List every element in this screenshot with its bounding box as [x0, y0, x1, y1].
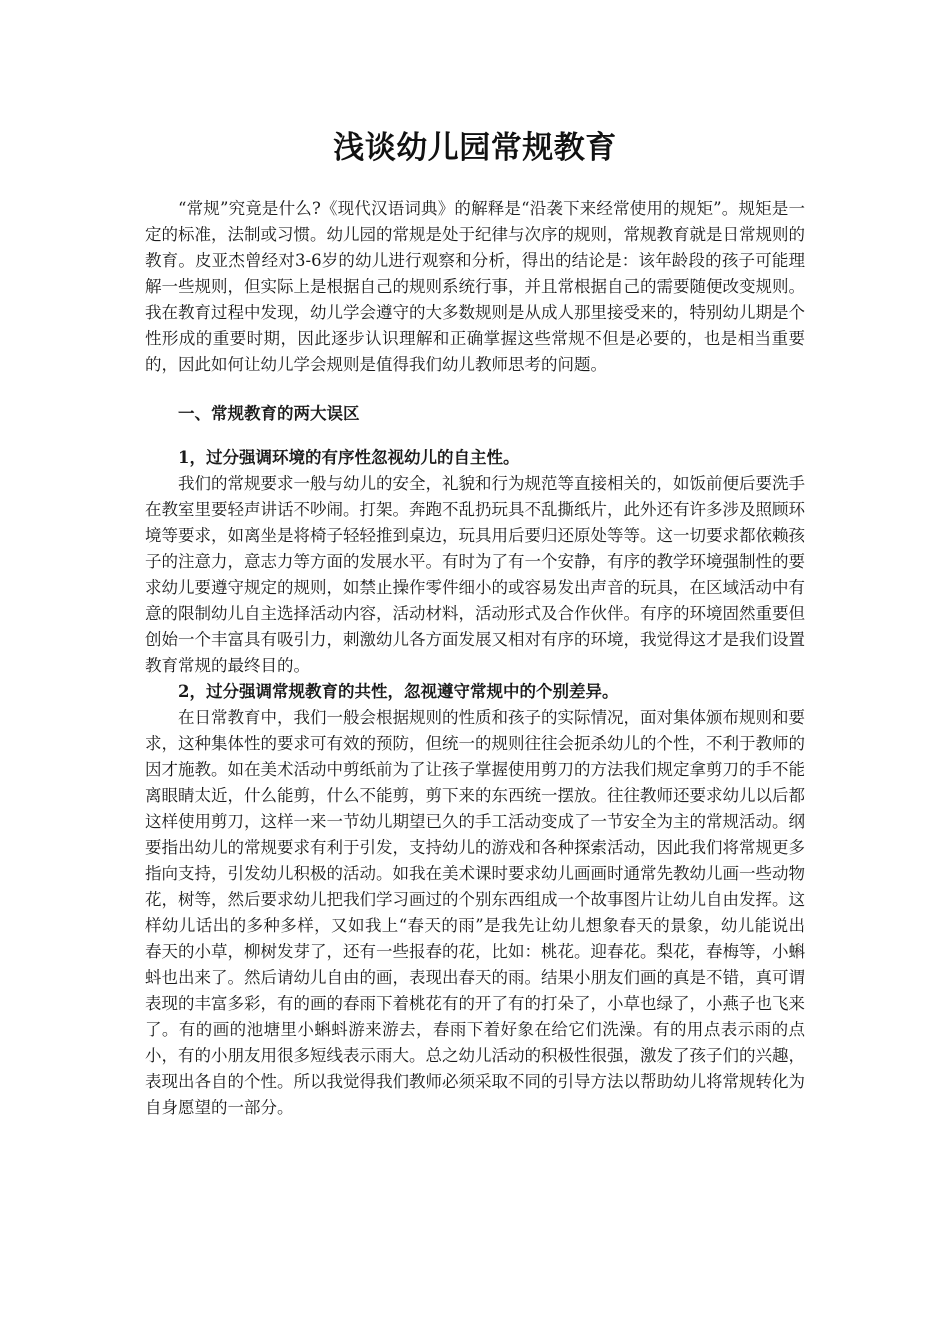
section-heading-1: 一、常规教育的两大误区 — [178, 404, 360, 423]
sub-paragraph-1: 我们的常规要求一般与幼儿的安全，礼貌和行为规范等直接相关的，如饭前便后要洗手在教室里要轻声讲话不吵闹。打架。奔跑不乱扔玩具不乱撕纸片，此外还有许多涉及照顾环境等要求，如离坐是将椅子轻轻推到桌边，玩具用后要归还原处等等。这一切要求都依赖孩子的注意力，意志力等方面的发展水平。有时为了有一个安静，有序的教学环境强制性的要求幼儿要遵守规定的规则，如禁止操作零件细小的或容易发出声音的玩具，在区域活动中有意的限制幼儿自主选择活动内容，活动材料，活动形式及合作伙伴。有序的环境固然重要但创始一个丰富具有吸引力，刺激幼儿各方面发展又相对有序的环境，我觉得这才是我们设置教育常规的最终目的。 — [145, 474, 805, 675]
sub-heading-2: 2，过分强调常规教育的共性，忽视遵守常规中的个别差异。 — [178, 682, 619, 701]
document-title: 浅谈幼儿园常规教育 — [333, 130, 617, 166]
sub-paragraph-2: 在日常教育中，我们一般会根据规则的性质和孩子的实际情况，面对集体颁布规则和要求，这种集体性的要求可有效的预防，但统一的规则往往会扼杀幼儿的个性，不利于教师的因才施教。如在美术活动中剪纸前为了让孩子掌握使用剪刀的方法我们规定拿剪刀的手不能离眼睛太近，什么能剪，什么不能剪，剪下来的东西统一摆放。往往教师还要求幼儿以后都这样使用剪刀，这样一来一节幼儿期望已久的手工活动变成了一节安全为主的常规活动。纲要指出幼儿的常规要求有利于引发，支持幼儿的游戏和各种探索活动，因此我们将常规更多指向支持，引发幼儿积极的活动。如我在美术课时要求幼儿画画时通常先教幼儿画一些动物花，树等，然后要求幼儿把我们学习画过的个别东西组成一个故事图片让幼儿自由发挥。这样幼儿话出的多种多样，又如我上“春天的雨”是我先让幼儿想象春天的景象，幼儿能说出春天的小草，柳树发芽了，还有一些报春的花，比如：桃花。迎春花。梨花，春梅等，小蝌蚪也出来了。然后请幼儿自由的画，表现出春天的雨。结果小朋友们画的真是不错，真可谓表现的丰富多彩，有的画的春雨下着桃花有的开了有的打朵了，小草也绿了，小燕子也飞来了。有的画的池塘里小蝌蚪游来游去，春雨下着好象在给它们洗澡。有的用点表示雨的点小，有的小朋友用很多短线表示雨大。总之幼儿活动的积极性很强，激发了孩子们的兴趣，表现出各自的个性。所以我觉得我们教师必须采取不同的引导方法以帮助幼儿将常规转化为自身愿望的一部分。 — [145, 708, 805, 1117]
document-body — [145, 122, 805, 1121]
sub-heading-1: 1，过分强调环境的有序性忽视幼儿的自主性。 — [178, 448, 520, 467]
intro-paragraph: “常规”究竟是什么?《现代汉语词典》的解释是“沿袭下来经常使用的规矩”。规矩是一定的标准，法制或习惯。幼儿园的常规是处于纪律与次序的规则，常规教育就是日常规则的教育。皮亚杰曾经对3-6岁的幼儿进行观察和分析，得出的结论是：该年龄段的孩子可能理解一些规则，但实际上是根据自己的规则系统行事，并且常根据自己的需要随便改变规则。我在教育过程中发现，幼儿学会遵守的大多数规则是从成人那里接受来的，特别幼儿期是个性形成的重要时期，因此逐步认识理解和正确掌握这些常规不但是必要的，也是相当重要的，因此如何让幼儿学会规则是值得我们幼儿教师思考的问题。 — [145, 199, 805, 374]
